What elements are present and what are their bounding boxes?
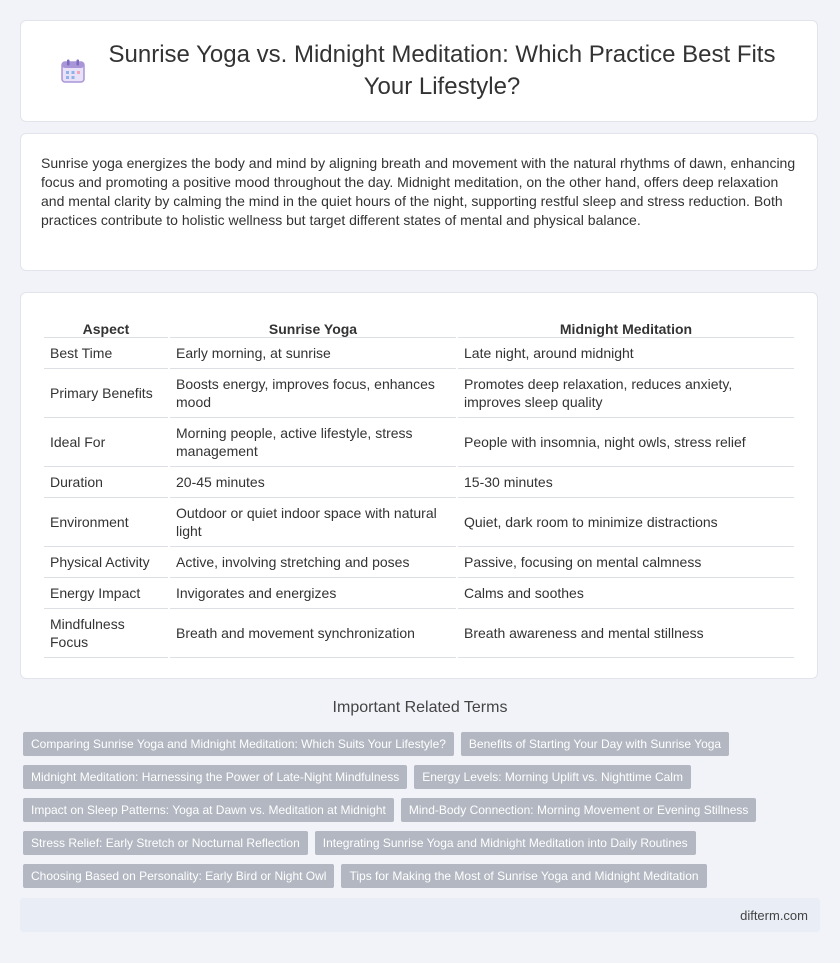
table-cell-sunrise: Morning people, active lifestyle, stress management xyxy=(170,418,456,467)
table-cell-midnight: 15-30 minutes xyxy=(458,467,794,498)
table-cell-midnight: People with insomnia, night owls, stress relief xyxy=(458,418,794,467)
page-title: Sunrise Yoga vs. Midnight Meditation: Which Practice Best Fits Your Lifestyle? xyxy=(108,41,776,100)
table-cell-aspect: Mindfulness Focus xyxy=(44,609,168,658)
related-terms-heading: Important Related Terms xyxy=(332,699,508,716)
intro-paragraph: Sunrise yoga energizes the body and mind by aligning breath and movement with the natural rhythms of dawn, enhancing focus and promoting a positive mood throughout the day. Midnight meditation, on the other hand, offers deep relaxation and mental clarity by calming the mind in the quiet hours of the night, supporting restful sleep and stress reduction. Both practices contribute to holistic wellness but target different states of mental and physical balance. xyxy=(41,155,796,228)
table-cell-aspect: Primary Benefits xyxy=(44,369,168,418)
related-term-tag[interactable]: Mind-Body Connection: Morning Movement or Evening Stillness xyxy=(401,798,757,822)
related-term-tag[interactable]: Benefits of Starting Your Day with Sunrise Yoga xyxy=(461,732,729,756)
table-cell-aspect: Energy Impact xyxy=(44,578,168,609)
related-term-tag[interactable]: Comparing Sunrise Yoga and Midnight Meditation: Which Suits Your Lifestyle? xyxy=(23,732,454,756)
table-row xyxy=(44,609,794,658)
footer-site-link[interactable]: difterm.com xyxy=(740,907,808,923)
related-term-tag[interactable]: Stress Relief: Early Stretch or Nocturnal Reflection xyxy=(23,831,308,855)
table-cell-aspect: Environment xyxy=(44,498,168,547)
table-header-sunrise-yoga: Sunrise Yoga xyxy=(170,315,456,338)
related-term-tag[interactable]: Impact on Sleep Patterns: Yoga at Dawn vs. Meditation at Midnight xyxy=(23,798,394,822)
table-cell-sunrise: Invigorates and energizes xyxy=(170,578,456,609)
footer xyxy=(20,898,820,932)
table-cell-sunrise: Active, involving stretching and poses xyxy=(170,547,456,578)
table-cell-midnight: Breath awareness and mental stillness xyxy=(458,609,794,658)
table-cell-aspect: Duration xyxy=(44,467,168,498)
table-header-midnight-meditation: Midnight Meditation xyxy=(458,315,794,338)
intro-card xyxy=(20,133,818,271)
related-term-tag[interactable]: Choosing Based on Personality: Early Bird or Night Owl xyxy=(23,864,334,888)
table-cell-midnight: Quiet, dark room to minimize distractions xyxy=(458,498,794,547)
table-row xyxy=(44,338,794,369)
table-header-aspect: Aspect xyxy=(44,315,168,338)
related-term-tag[interactable]: Tips for Making the Most of Sunrise Yoga and Midnight Meditation xyxy=(341,864,706,888)
table-cell-aspect: Physical Activity xyxy=(44,547,168,578)
calendar-icon xyxy=(59,57,87,85)
table-cell-sunrise: 20-45 minutes xyxy=(170,467,456,498)
related-terms-list xyxy=(23,732,803,888)
table-cell-sunrise: Boosts energy, improves focus, enhances mood xyxy=(170,369,456,418)
table-cell-midnight: Late night, around midnight xyxy=(458,338,794,369)
table-cell-midnight: Promotes deep relaxation, reduces anxiety, improves sleep quality xyxy=(458,369,794,418)
table-cell-midnight: Passive, focusing on mental calmness xyxy=(458,547,794,578)
table-cell-sunrise: Outdoor or quiet indoor space with natural light xyxy=(170,498,456,547)
table-row xyxy=(44,498,794,547)
comparison-card xyxy=(20,292,818,679)
table-cell-sunrise: Early morning, at sunrise xyxy=(170,338,456,369)
table-cell-sunrise: Breath and movement synchronization xyxy=(170,609,456,658)
related-term-tag[interactable]: Midnight Meditation: Harnessing the Power of Late-Night Mindfulness xyxy=(23,765,407,789)
related-term-tag[interactable]: Energy Levels: Morning Uplift vs. Nighttime Calm xyxy=(414,765,691,789)
title-card xyxy=(20,20,818,122)
table-row xyxy=(44,369,794,418)
table-row xyxy=(44,547,794,578)
comparison-table xyxy=(42,315,796,658)
table-row xyxy=(44,578,794,609)
table-row xyxy=(44,418,794,467)
table-cell-aspect: Best Time xyxy=(44,338,168,369)
table-cell-midnight: Calms and soothes xyxy=(458,578,794,609)
related-term-tag[interactable]: Integrating Sunrise Yoga and Midnight Meditation into Daily Routines xyxy=(315,831,696,855)
title-wrap xyxy=(59,39,779,103)
table-cell-aspect: Ideal For xyxy=(44,418,168,467)
table-row xyxy=(44,467,794,498)
